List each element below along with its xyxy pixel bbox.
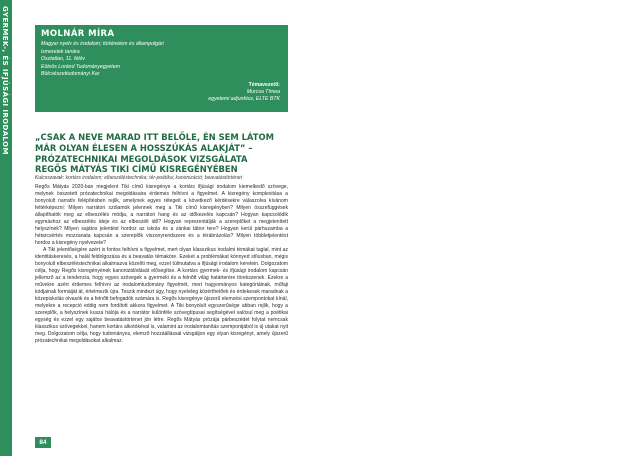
page-number-box: [35, 437, 51, 448]
author-affiliation: [41, 41, 221, 79]
side-strip: [0, 0, 12, 456]
article-body: [35, 184, 288, 345]
section-label: GYERMEK-, ÉS IFJÚSÁGI IRODALOM: [1, 6, 9, 155]
author-line: ismeretek tanára: [41, 48, 80, 55]
title-line: REGŐS MÁTYÁS TIKI CÍMŰ KISREGÉNYÉBEN: [35, 164, 238, 175]
page-number: 84: [39, 439, 47, 446]
keywords-text: kortárs irodalom; elbeszéléstechnika; tér-poétika; kanonizáció; beavatástörténet: [65, 175, 242, 181]
author-line: Bölcsészettudományi Kar: [41, 71, 100, 78]
keywords-label: Kulcsszavak:: [35, 175, 65, 181]
supervisor-name: Murcsa Tímea: [246, 89, 280, 96]
title-line: MÁR OLYAN ÉLESEN A HOSSZÚKÁS ALAKJÁT” –: [35, 142, 253, 153]
supervisor-info: [180, 82, 280, 104]
keywords: [35, 175, 288, 182]
author-line: Eötvös Loránd Tudományegyetem: [41, 63, 120, 70]
supervisor-title: egyetemi adjunktus, ELTE BTK: [208, 96, 280, 103]
author-line: Osztatlan, 11. félév: [41, 56, 86, 63]
author-line: Magyar nyelv és irodalom; történelem és állampolgári: [41, 41, 164, 47]
body-paragraph: A Tiki jelentőségére azért is fontos felhívni a figyelmet, mert olyan klasszikus irodalmi témákat taglal, mint az identitáskeresés, a halál feldolgozása és a beavatás témaköre. Ezeket a problémákat könnyed stílusban, mégis bonyolult elbeszéléstechnikai alkalmazva közelíti meg, ezzel túlmutatva a ifjúsági irodalom keretein. Dolgozatom célja, hogy Regős kisregényének kanonizálódását elősegítse. A kortárs gyermek- és ifjúsági irodalom kapcsán jellemző az a tendencia, hogy egyes szövegek a gyermeki és a felnőtt világ határterére törekszenek. Ezekre a művekre azért érdemes felhívni az irodalomtudomány figyelmét, mert hagyományos kategóriáinak, műfaji kódjainak formáiját át, értelmezik újra. Teszik mindezt úgy, hogy nyelvileg közérthetőek és érdekesek maradnak a közepiskolás olvasók és a felnőtt befogadók számára is. Regős kisregénye újszerű elemzési szempontokat kínál, melyekre a recepció eddig nem fordított akkora figyelmet. A Tiki bonyolult egyszerűsége abban rejlik, hogy a szereplők, a helyszínek kusza hálója és a narrátor különféle szövegtípusai segítségével valósul meg a poétikai egység és ezzel egy sajátos beavatástörténet jön létre. Regős Mátyás prózája párbeszédet folytat nemcsak klasszikus szövegekkel, hanem kortárs alkotókéval is, valamint az irodalomtanítás szempontjából is új utakat nyit meg. Dolgozatom célja, hogy tudományos, elemző hozzáállással vizsgáljon egy olyan kisregényt, amely újszerű prózatechnikai megoldásokat alkalmaz.: [35, 247, 288, 345]
article-title: [35, 132, 297, 175]
title-line: „CSAK A NEVE MARAD ITT BELŐLE, ÉN SEM LÁTOM: [35, 132, 274, 142]
blank-right-page: [320, 0, 640, 456]
author-name: MOLNÁR MÍRA: [41, 29, 115, 39]
title-line: PRÓZATECHNIKAI MEGOLDÁSOK VIZSGÁLATA: [35, 153, 248, 164]
supervisor-label: Témavezető:: [248, 82, 280, 88]
body-paragraph: Regős Mátyás 2020-ban megjelent Tiki című kisregénye a kortárs ifjúsági irodalom kiemelkedő szövege, melynek összetett prózatechnikai megoldásaira érdemes felhívni a figyelmet. A kisregény komplexitása a bonyolult narratív felépítésben rejlik, amelynek egyes rétegeit a következő kérdésekre válaszolva kívánom feltérképezni: Milyen narrátori szólamok jelennek meg a Tiki című kisregényben? Milyen összefüggések állapíthatók meg az elbeszélés módja, a narrátori hang és az időkezelés kapcsán? Hogyan kapcsolódik egymáshoz az elbeszélés ideje és az elbeszélt idő? Hogyan reprezentálják a szereplőket a megjelenített helyszínek? Milyen sajátos jelentést hordoz az iskola és a zánkai tábor tere? Hogyan kerül párhuzamba a hétarcsértés mozzanata kapcsán a szereplők viszonyrendszere és a térábrázolás? Milyen többletjelentést hordoz a kisregény nyelvezete?: [35, 184, 288, 247]
